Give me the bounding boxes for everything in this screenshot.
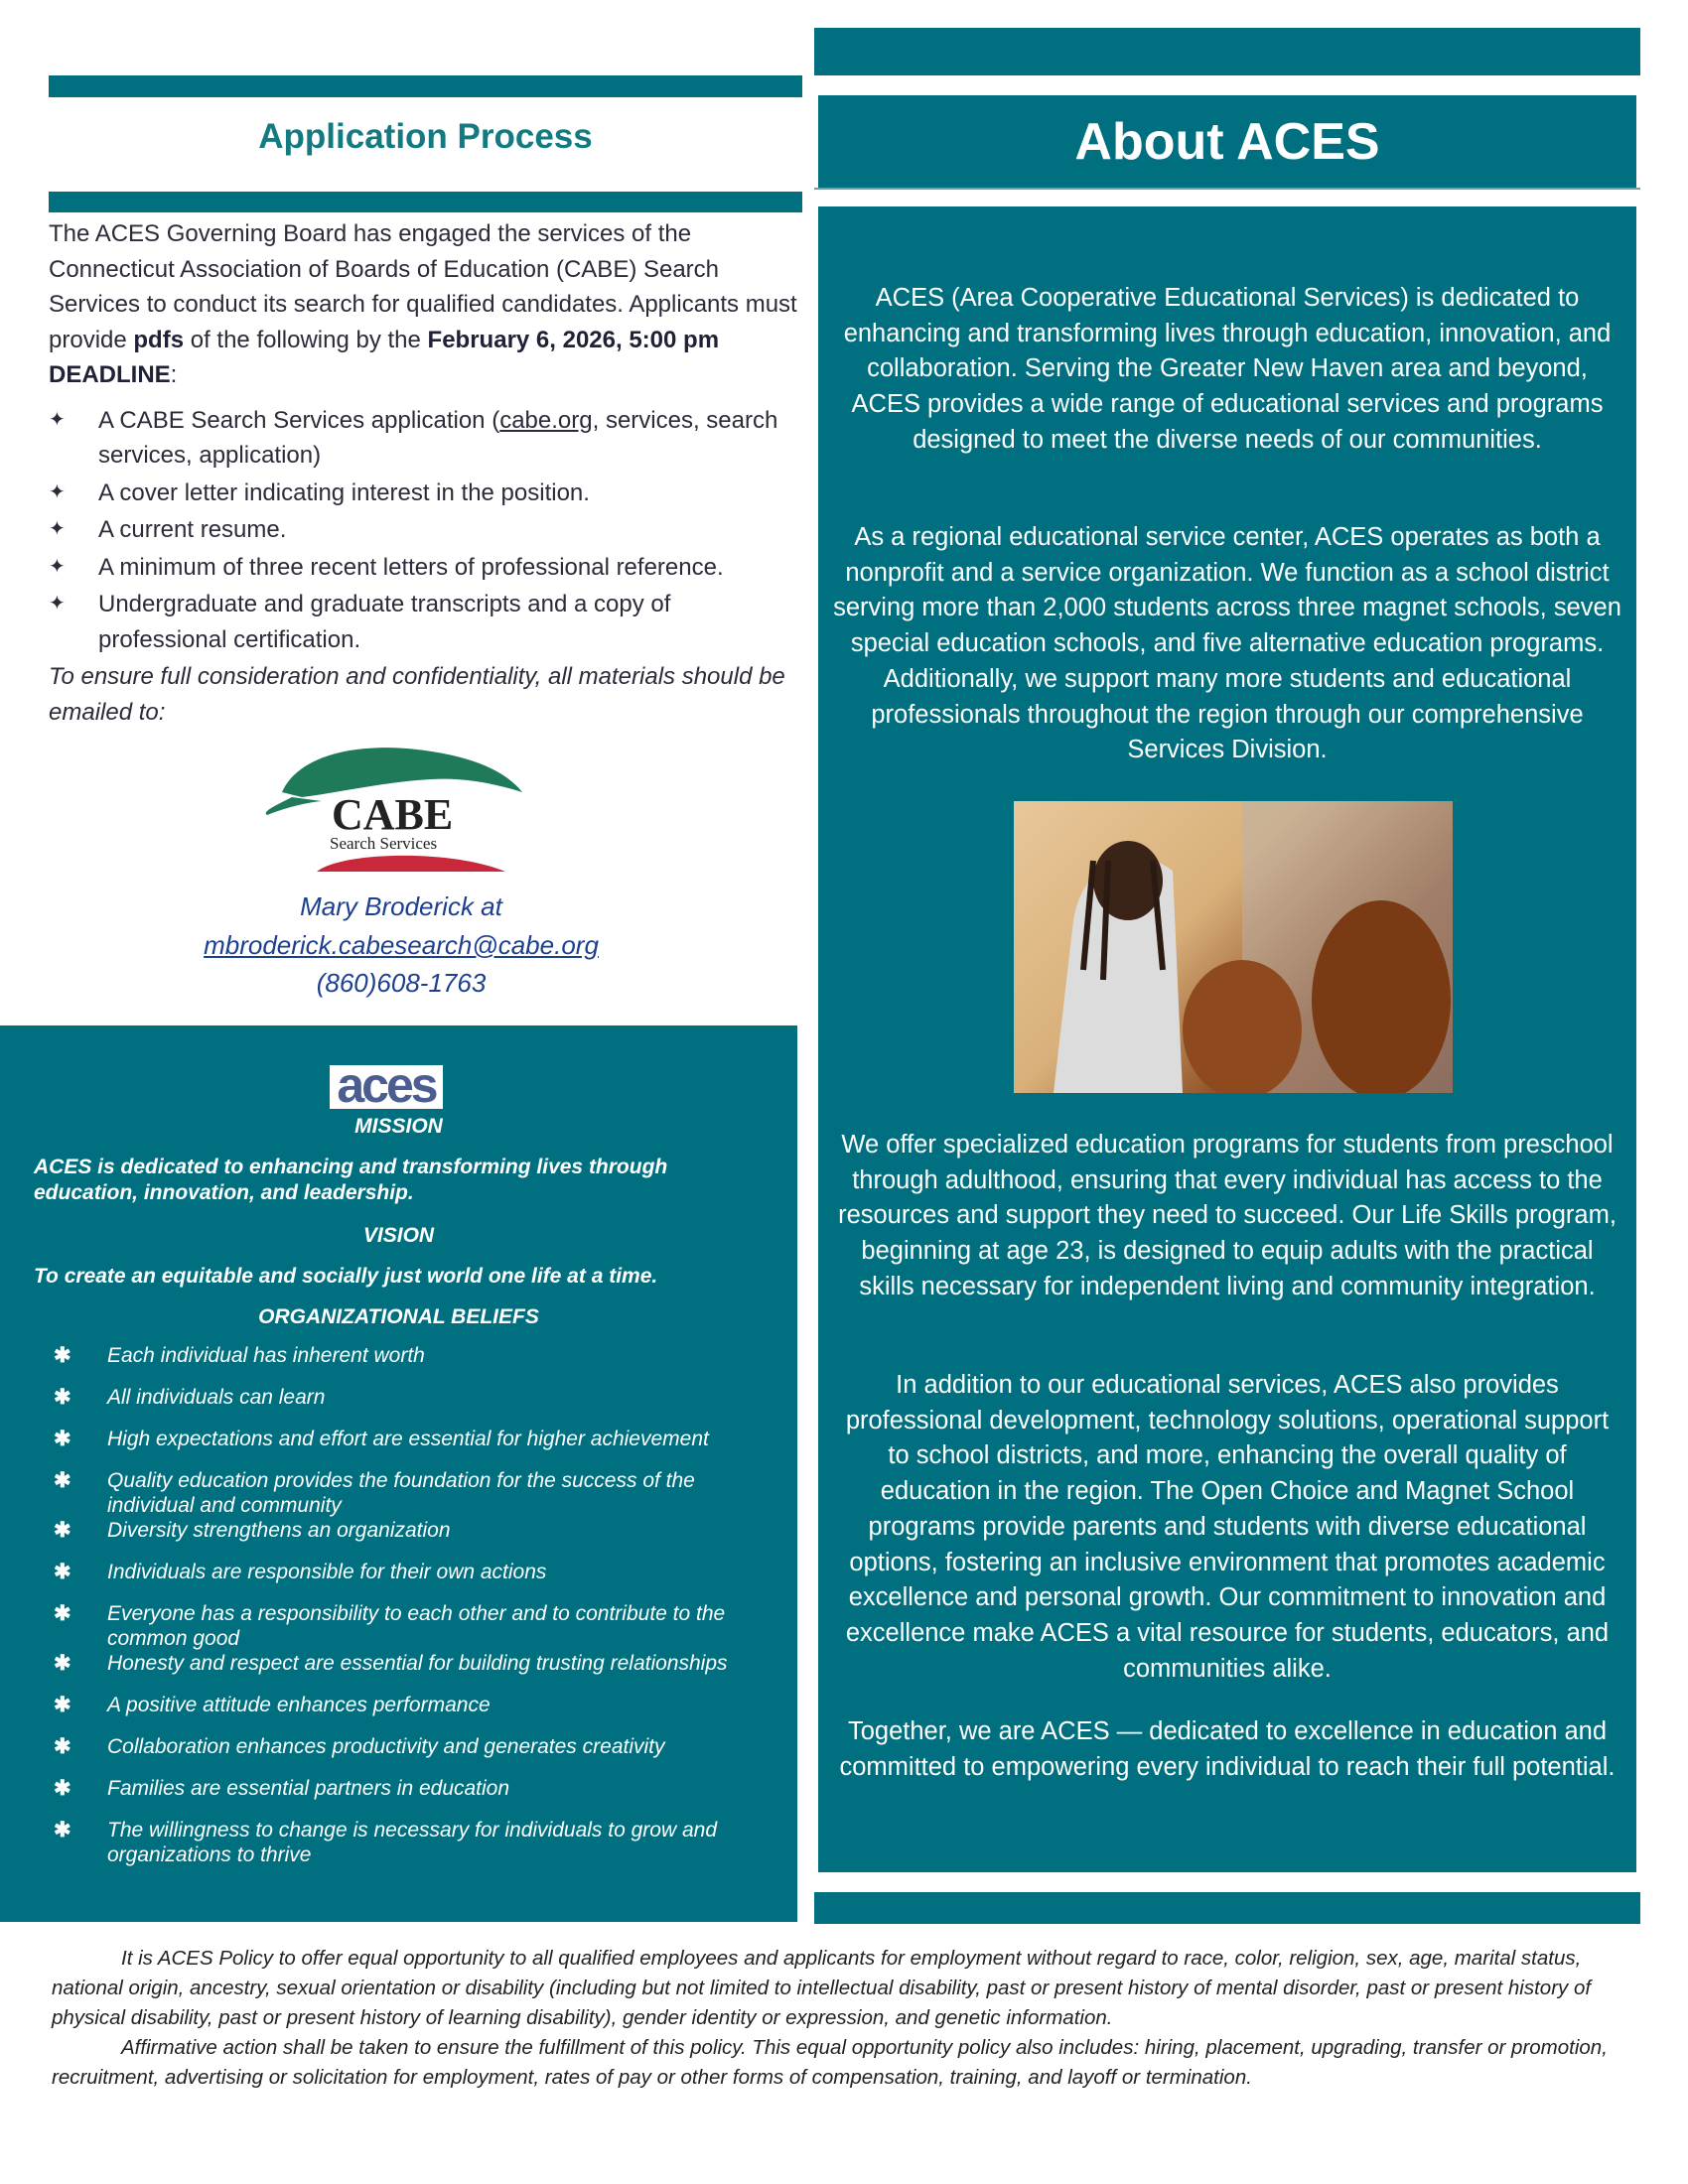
beliefs-heading: ORGANIZATIONAL BELIEFS bbox=[258, 1305, 539, 1328]
submission-note: To ensure full consideration and confidentiality, all materials should be emailed to: bbox=[49, 663, 785, 726]
list-item: ✦ A minimum of three recent letters of professional reference. bbox=[49, 550, 803, 586]
requirements-list bbox=[49, 403, 803, 658]
belief-item: ✱ Honesty and respect are essential for building trusting relationships bbox=[54, 1652, 728, 1675]
belief-item: ✱ All individuals can learn bbox=[54, 1386, 326, 1409]
belief-item: ✱ The willingness to change is necessary for individuals to grow and organizations to thrive bbox=[54, 1819, 717, 1866]
asterisk-bullet-icon: ✱ bbox=[54, 1428, 71, 1450]
contact-info bbox=[0, 887, 802, 1003]
list-item: ✦ A current resume. bbox=[49, 512, 803, 548]
about-paragraph-3: We offer specialized education programs for students from preschool through adulthood, ensuring that every individual has access to the resources and support they need to succeed. Our Life Skills program, beginning at age 23, is designed to equip adults with the practical skills necessary for independent living and community integration. bbox=[838, 1131, 1617, 1300]
header-underline bbox=[814, 188, 1640, 190]
belief-item: ✱ Each individual has inherent worth bbox=[54, 1344, 425, 1367]
mission-text: ACES is dedicated to enhancing and transforming lives through education, innovation, and leadership. bbox=[34, 1156, 668, 1204]
asterisk-bullet-icon: ✱ bbox=[54, 1602, 71, 1625]
about-title: About ACES bbox=[1074, 112, 1380, 171]
star-bullet-icon: ✦ bbox=[49, 518, 66, 540]
vision-heading: VISION bbox=[362, 1224, 435, 1247]
about-paragraph-1: ACES (Area Cooperative Educational Services) is dedicated to enhancing and transforming lives through education, innovation, and collaboration. Serving the Greater New Haven area and beyond, ACES provides a wide range of educational services and programs designed to meet the diverse needs of our communities. bbox=[843, 284, 1612, 454]
policy-paragraph-1: It is ACES Policy to offer equal opportunity to all qualified employees and applicants for employment without regard to race, color, religion, sex, age, marital status, national origin, ancestry, sexual orientation or disability (including but not limited to intellectual disability, past or present history of mental disorder, past or present history of physical disability, past or present history of learning disability), gender identity or expression, and genetic information. bbox=[52, 1947, 1592, 2029]
svg-text:CABE: CABE bbox=[332, 790, 454, 839]
asterisk-bullet-icon: ✱ bbox=[54, 1386, 71, 1409]
list-item: ✦ A cover letter indicating interest in the position. bbox=[49, 476, 803, 511]
about-paragraph-2: As a regional educational service center, ACES operates as both a nonprofit and a service organization. We function as a school district serving more than 2,000 students across three magnet schools, seven special education schools, and five alternative education programs. Additionally, we support many more students and educational professionals throughout the region through our comprehensive Services Division. bbox=[833, 523, 1621, 764]
belief-item: ✱ A positive attitude enhances performance bbox=[54, 1694, 491, 1716]
belief-item: ✱ Individuals are responsible for their own actions bbox=[54, 1561, 547, 1583]
star-bullet-icon: ✦ bbox=[49, 593, 66, 614]
belief-item: ✱ High expectations and effort are essential for higher achievement bbox=[54, 1428, 709, 1450]
application-process-title: Application Process bbox=[258, 117, 593, 156]
mission-heading: MISSION bbox=[354, 1115, 443, 1138]
contact-email-link[interactable]: mbroderick.cabesearch@cabe.org bbox=[204, 929, 599, 960]
students-playing-cello-photo bbox=[1014, 801, 1453, 1093]
policy-paragraph-2: Affirmative action shall be taken to ensure the fulfillment of this policy. This equal opportunity policy also includes: hiring, placement, upgrading, transfer or promotion, recruitment, advertising or solicitation for employment, rates of pay or other forms of compensation, training, and layoff or termination. bbox=[52, 2036, 1608, 2089]
title-divider-bar bbox=[49, 192, 802, 212]
beliefs-list bbox=[54, 1343, 783, 1867]
belief-item: ✱ Diversity strengthens an organization bbox=[54, 1519, 451, 1542]
aces-logo: aces bbox=[330, 1065, 443, 1109]
belief-item: ✱ Quality education provides the foundation for the success of the individual and community bbox=[54, 1469, 695, 1517]
asterisk-bullet-icon: ✱ bbox=[54, 1344, 71, 1367]
asterisk-bullet-icon: ✱ bbox=[54, 1469, 71, 1492]
application-body bbox=[49, 216, 803, 730]
about-paragraph-4: In addition to our educational services, ACES also provides professional development, technology solutions, operational support to school districts, and more, enhancing the overall quality of education in the region. The Open Choice and Magnet School programs provide parents and students with diverse educational options, fostering an inclusive environment that promotes academic excellence and personal growth. Our commitment to innovation and excellence make ACES a vital resource for students, educators, and communities alike. bbox=[845, 1371, 1610, 1683]
svg-text:Search Services: Search Services bbox=[330, 834, 438, 853]
intro-paragraph: The ACES Governing Board has engaged the services of the Connecticut Association of Boards of Education (CABE) Search Services to conduct its search for qualified candidates. Applicants must provide pdfs of the following by the February 6, 2026, 5:00 pm DEADLINE: bbox=[49, 220, 797, 388]
top-divider-bar bbox=[49, 75, 802, 97]
asterisk-bullet-icon: ✱ bbox=[54, 1519, 71, 1542]
asterisk-bullet-icon: ✱ bbox=[54, 1819, 71, 1842]
about-paragraph-5: Together, we are ACES — dedicated to excellence in education and committed to empowering every individual to reach their full potential. bbox=[839, 1717, 1616, 1781]
asterisk-bullet-icon: ✱ bbox=[54, 1652, 71, 1675]
about-header bbox=[818, 95, 1636, 188]
asterisk-bullet-icon: ✱ bbox=[54, 1777, 71, 1800]
asterisk-bullet-icon: ✱ bbox=[54, 1694, 71, 1716]
vision-text: To create an equitable and socially just world one life at a time. bbox=[34, 1265, 658, 1288]
list-item: ✦ Undergraduate and graduate transcripts and a copy of professional certification. bbox=[49, 587, 803, 657]
cabe-logo bbox=[262, 738, 522, 875]
asterisk-bullet-icon: ✱ bbox=[54, 1735, 71, 1758]
star-bullet-icon: ✦ bbox=[49, 555, 66, 578]
cabe-link[interactable]: cabe.org bbox=[499, 406, 593, 434]
star-bullet-icon: ✦ bbox=[49, 408, 66, 431]
asterisk-bullet-icon: ✱ bbox=[54, 1561, 71, 1583]
list-item: ✦ A CABE Search Services application (cabe.org, services, search services, application) bbox=[49, 403, 803, 474]
equal-opportunity-policy bbox=[52, 1944, 1640, 2093]
contact-phone: (860)608-1763 bbox=[316, 968, 487, 998]
belief-item: ✱ Everyone has a responsibility to each other and to contribute to the common good bbox=[54, 1602, 726, 1650]
belief-item: ✱ Collaboration enhances productivity and generates creativity bbox=[54, 1735, 665, 1758]
star-bullet-icon: ✦ bbox=[49, 480, 66, 503]
right-top-bar bbox=[814, 28, 1640, 75]
contact-name: Mary Broderick at bbox=[300, 891, 502, 921]
right-bottom-bar bbox=[814, 1892, 1640, 1924]
belief-item: ✱ Families are essential partners in education bbox=[54, 1777, 510, 1800]
